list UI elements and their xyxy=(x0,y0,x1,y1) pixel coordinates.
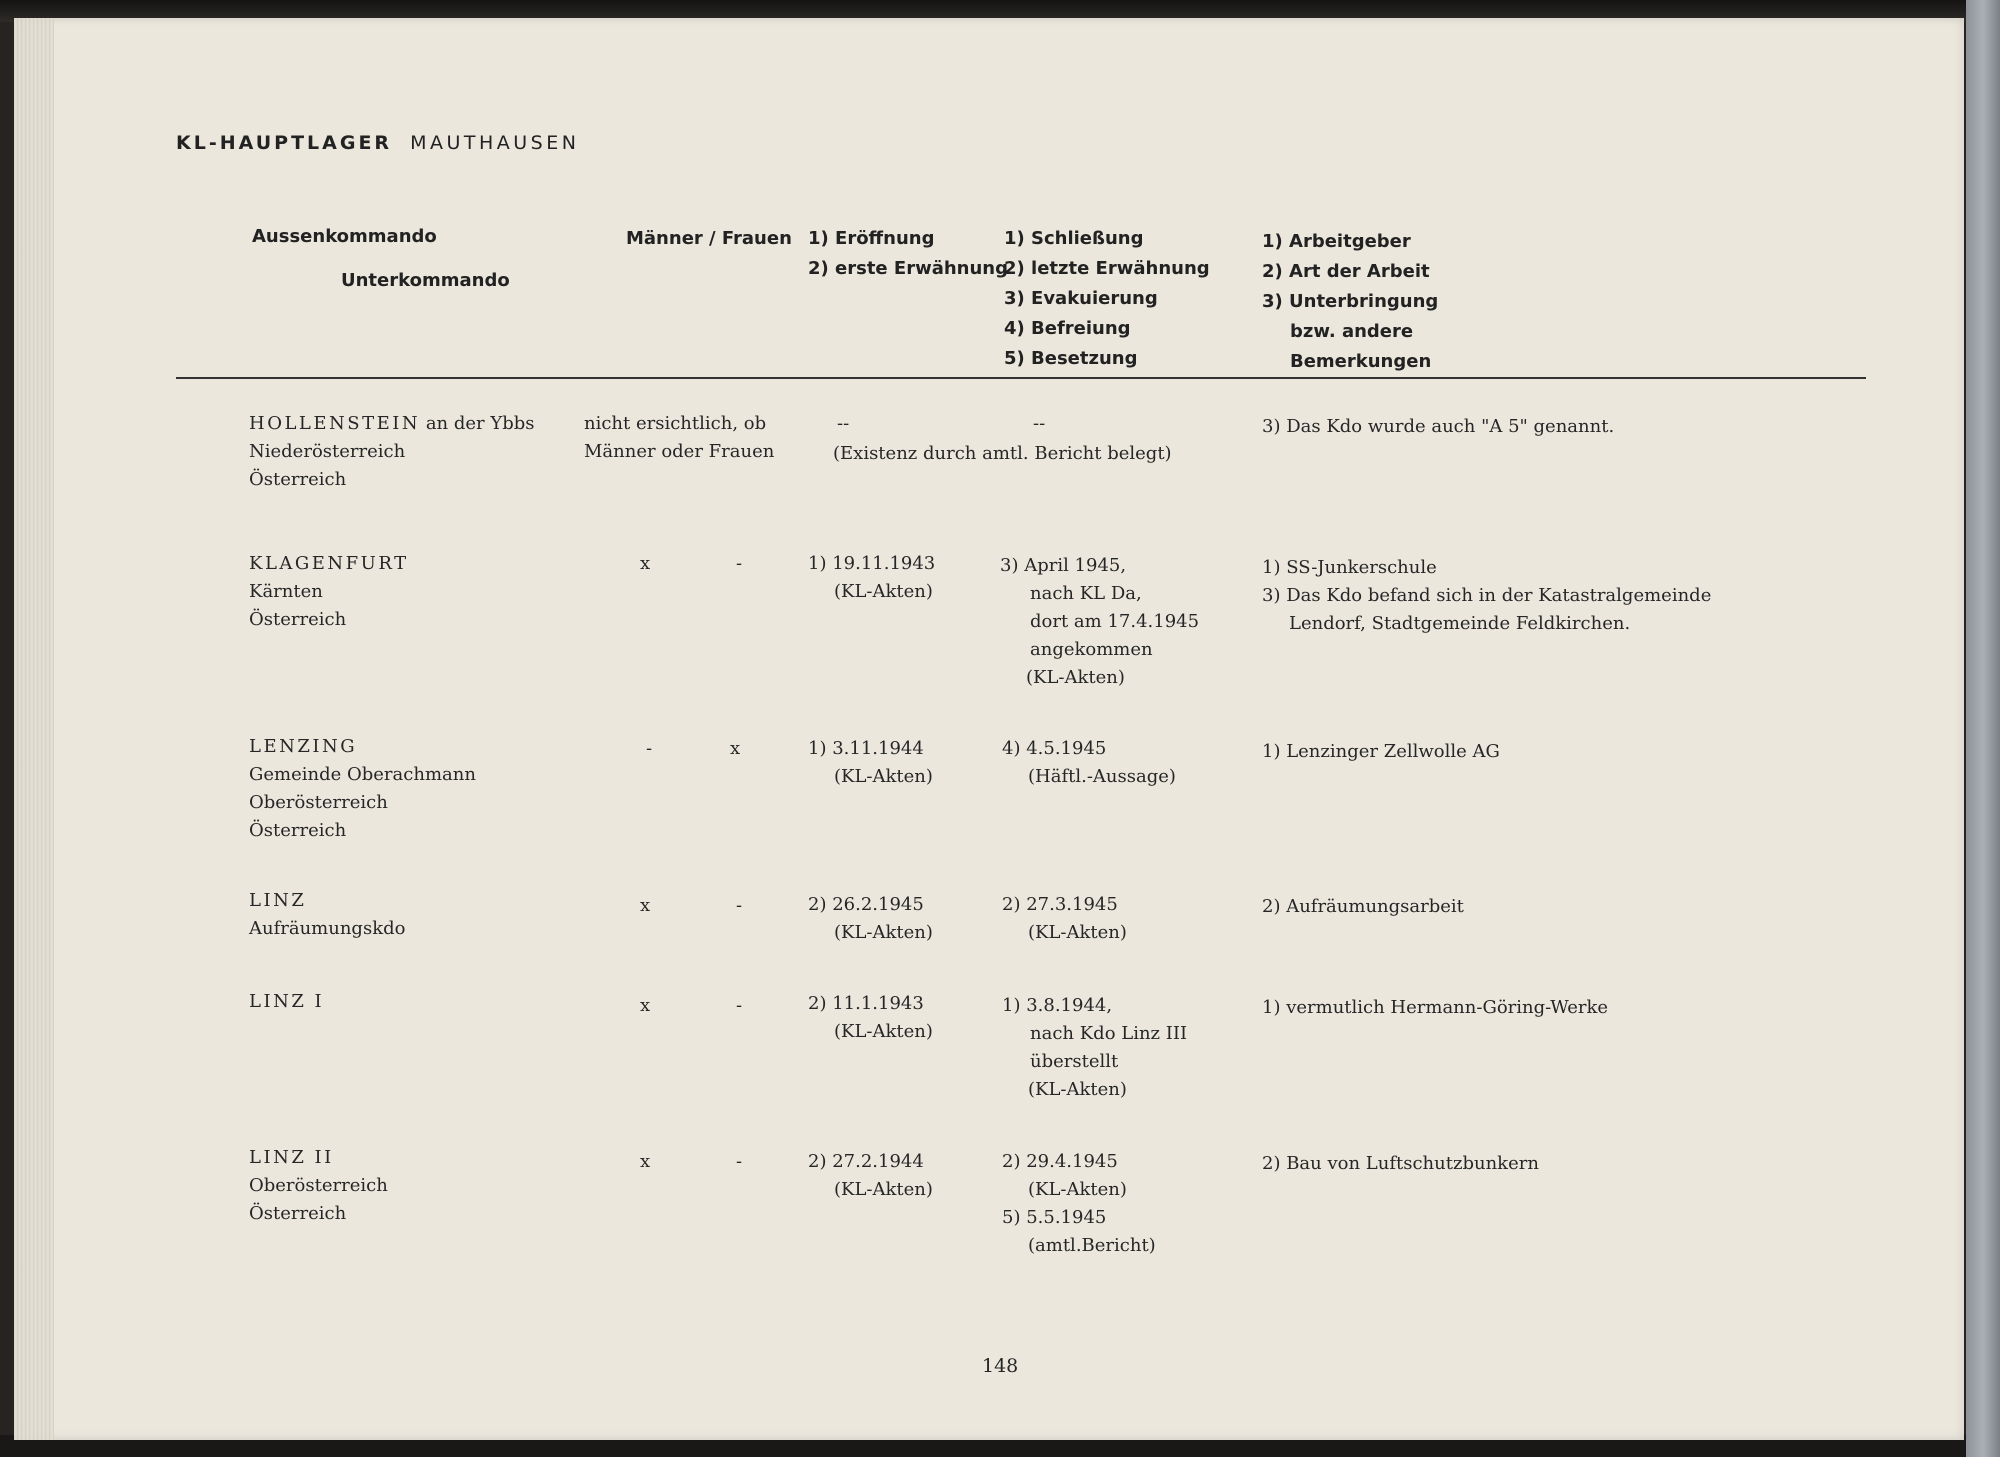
closing-line: 2) 29.4.1945 xyxy=(1002,1151,1118,1172)
heading-maenner-frauen: Männer / Frauen xyxy=(626,228,792,249)
opening-line: 2) 26.2.1945 xyxy=(808,894,924,915)
row-linz-i-women: - xyxy=(736,995,743,1016)
header-section: KL-HAUPTLAGER xyxy=(176,132,393,154)
row-klagenfurt-women: - xyxy=(736,553,743,574)
row-linz-remarks: 2) Aufräumungsarbeit xyxy=(1262,896,1464,917)
closing-line: nach KL Da, xyxy=(1030,583,1142,604)
heading-col4-line: 4) Befreiung xyxy=(1004,318,1131,339)
kommando-name-rest: an der Ybbs xyxy=(420,413,535,434)
kommando-name: LINZ xyxy=(249,890,307,911)
closing-line: (KL-Akten) xyxy=(1028,1179,1127,1200)
opening-line: (KL-Akten) xyxy=(834,1021,933,1042)
heading-col3-line: 2) erste Erwähnung xyxy=(808,258,1008,279)
location-line: Österreich xyxy=(249,1203,347,1224)
opening-line: 1) 19.11.1943 xyxy=(808,553,936,574)
row-klagenfurt-opening xyxy=(808,550,935,606)
location-line: Niederösterreich xyxy=(249,441,406,462)
location-line: Oberösterreich xyxy=(249,792,388,813)
closing-line: (amtl.Bericht) xyxy=(1028,1235,1156,1256)
row-linz-ii-closing xyxy=(1002,1148,1156,1260)
row-hollenstein-men-women xyxy=(584,410,774,466)
kommando-name: KLAGENFURT xyxy=(249,553,409,574)
row-klagenfurt-men: x xyxy=(640,553,651,574)
opening-line: (KL-Akten) xyxy=(834,1179,933,1200)
kommando-name: LINZ I xyxy=(249,991,325,1012)
header-camp: MAUTHAUSEN xyxy=(410,132,580,154)
location-line: Österreich xyxy=(249,609,347,630)
row-linz-i-men: x xyxy=(640,995,651,1016)
heading-col5-line: 1) Arbeitgeber xyxy=(1262,231,1411,252)
location-line: Oberösterreich xyxy=(249,1175,388,1196)
men-women-line: nicht ersichtlich, ob xyxy=(584,413,767,434)
opening-line: (KL-Akten) xyxy=(834,922,933,943)
closing-line: 4) 4.5.1945 xyxy=(1002,738,1107,759)
heading-col4 xyxy=(1004,224,1210,374)
kommando-name: LINZ II xyxy=(249,1147,334,1168)
row-lenzing-name xyxy=(249,733,476,845)
running-header xyxy=(176,132,579,154)
closing-line: nach Kdo Linz III xyxy=(1030,1023,1188,1044)
remarks-line: 3) Das Kdo befand sich in der Katastralgemeinde xyxy=(1262,585,1712,606)
row-linz-men: x xyxy=(640,895,651,916)
kommando-name: HOLLENSTEIN xyxy=(249,413,421,434)
heading-col5 xyxy=(1262,227,1438,377)
closing-line: angekommen xyxy=(1030,639,1153,660)
row-linz-name xyxy=(249,887,405,943)
row-linz-i-closing xyxy=(1002,992,1187,1104)
location-line: Österreich xyxy=(249,820,347,841)
row-klagenfurt-name xyxy=(249,550,409,634)
row-linz-ii-remarks: 2) Bau von Luftschutzbunkern xyxy=(1262,1153,1539,1174)
opening-line: 2) 11.1.1943 xyxy=(808,993,924,1014)
opening-line: (KL-Akten) xyxy=(834,766,933,787)
heading-col5-line: Bemerkungen xyxy=(1290,351,1432,372)
heading-col4-line: 5) Besetzung xyxy=(1004,348,1138,369)
row-linz-i-name xyxy=(249,988,324,1016)
heading-divider xyxy=(176,377,1866,379)
remarks-line: 1) SS-Junkerschule xyxy=(1262,557,1437,578)
opening-line: (KL-Akten) xyxy=(834,581,933,602)
kommando-name: LENZING xyxy=(249,736,358,757)
opening-line: 2) 27.2.1944 xyxy=(808,1151,924,1172)
heading-col3 xyxy=(808,224,1008,284)
opening-line: 1) 3.11.1944 xyxy=(808,738,924,759)
row-linz-women: - xyxy=(736,895,743,916)
row-hollenstein-remarks: 3) Das Kdo wurde auch "A 5" genannt. xyxy=(1262,416,1615,437)
heading-col5-line: bzw. andere xyxy=(1290,321,1414,342)
closing-line: (KL-Akten) xyxy=(1026,667,1125,688)
location-line: Gemeinde Oberachmann xyxy=(249,764,476,785)
row-lenzing-men: - xyxy=(646,738,653,759)
men-women-line: Männer oder Frauen xyxy=(584,441,775,462)
heading-unterkommando: Unterkommando xyxy=(341,270,510,291)
row-linz-ii-name xyxy=(249,1144,388,1228)
book-cover-edge xyxy=(1966,0,2000,1457)
closing-line: 2) 27.3.1945 xyxy=(1002,894,1118,915)
row-lenzing-women: x xyxy=(730,738,741,759)
location-line: Österreich xyxy=(249,469,347,490)
page-number: 148 xyxy=(982,1355,1019,1377)
closing-line: (Häftl.-Aussage) xyxy=(1028,766,1176,787)
row-hollenstein-name xyxy=(249,410,535,494)
row-linz-ii-men: x xyxy=(640,1151,651,1172)
row-linz-opening xyxy=(808,891,933,947)
closing-line: 3) April 1945, xyxy=(1000,555,1127,576)
row-linz-i-opening xyxy=(808,990,933,1046)
row-klagenfurt-closing xyxy=(1000,552,1199,692)
remarks-line: Lendorf, Stadtgemeinde Feldkirchen. xyxy=(1289,613,1631,634)
row-linz-i-remarks: 1) vermutlich Hermann-Göring-Werke xyxy=(1262,997,1609,1018)
row-hollenstein-opening: -- xyxy=(837,413,850,434)
row-lenzing-opening xyxy=(808,735,933,791)
heading-col4-line: 3) Evakuierung xyxy=(1004,288,1158,309)
location-line: Kärnten xyxy=(249,581,323,602)
row-linz-ii-women: - xyxy=(736,1151,743,1172)
closing-line: überstellt xyxy=(1030,1051,1119,1072)
closing-line: dort am 17.4.1945 xyxy=(1030,611,1200,632)
heading-col4-line: 1) Schließung xyxy=(1004,228,1144,249)
heading-col5-line: 3) Unterbringung xyxy=(1262,291,1439,312)
row-linz-ii-opening xyxy=(808,1148,933,1204)
closing-line: 5) 5.5.1945 xyxy=(1002,1207,1107,1228)
closing-line: (KL-Akten) xyxy=(1028,1079,1127,1100)
row-hollenstein-note: (Existenz durch amtl. Bericht belegt) xyxy=(833,443,1172,464)
closing-line: (KL-Akten) xyxy=(1028,922,1127,943)
heading-col4-line: 2) letzte Erwähnung xyxy=(1004,258,1210,279)
row-hollenstein-closing: -- xyxy=(1033,413,1046,434)
row-lenzing-closing xyxy=(1002,735,1176,791)
page-edges xyxy=(14,18,54,1440)
heading-col5-line: 2) Art der Arbeit xyxy=(1262,261,1430,282)
heading-col3-line: 1) Eröffnung xyxy=(808,228,935,249)
closing-line: 1) 3.8.1944, xyxy=(1002,995,1113,1016)
row-klagenfurt-remarks xyxy=(1262,554,1711,638)
row-linz-closing xyxy=(1002,891,1127,947)
heading-aussenkommando: Aussenkommando xyxy=(252,226,437,247)
location-line: Aufräumungskdo xyxy=(249,918,406,939)
row-lenzing-remarks: 1) Lenzinger Zellwolle AG xyxy=(1262,741,1500,762)
